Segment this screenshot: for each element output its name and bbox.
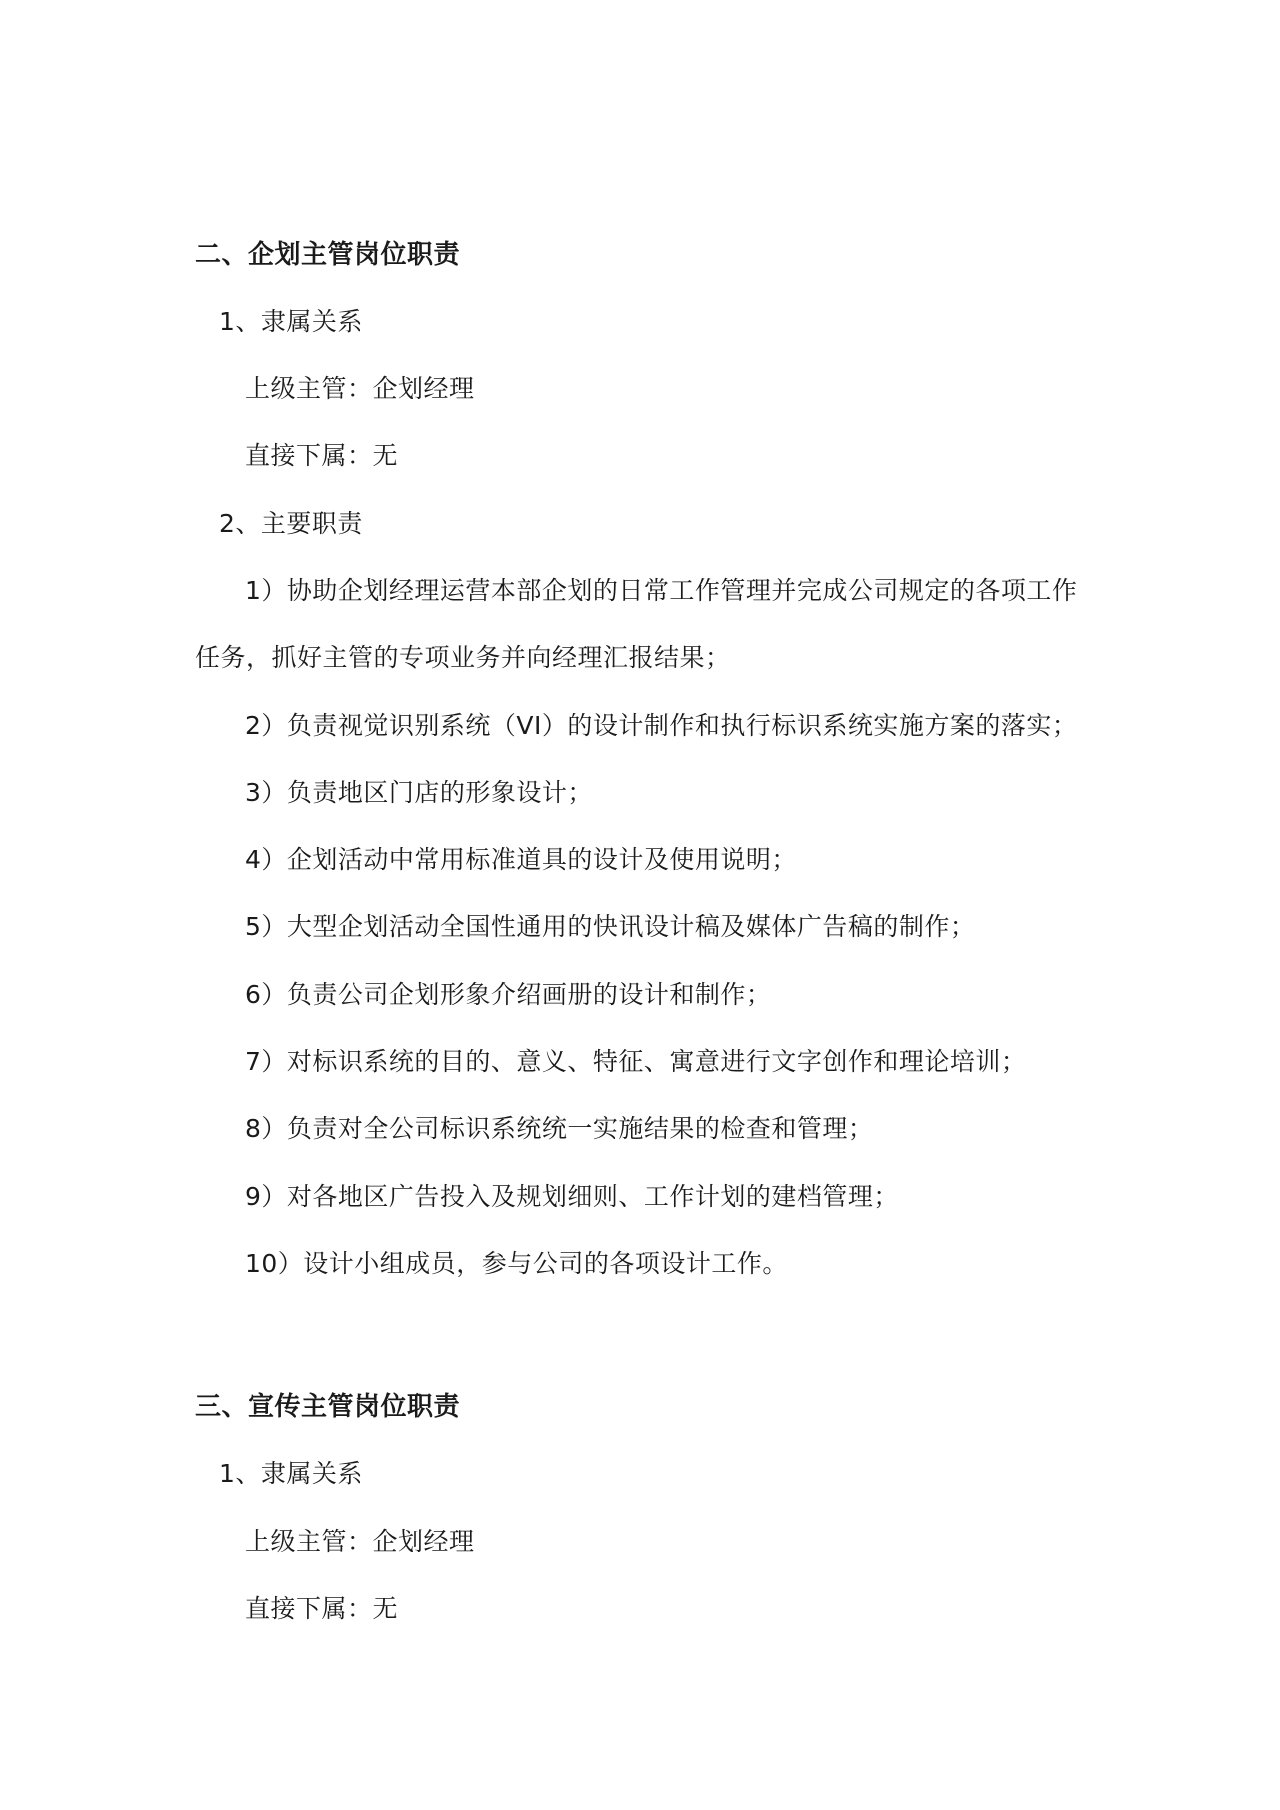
subordinate-line: 直接下属：无 xyxy=(245,1594,399,1623)
duty-item: 5）大型企划活动全国性通用的快讯设计稿及媒体广告稿的制作； xyxy=(245,912,976,941)
section-title: 三、宣传主管岗位职责 xyxy=(195,1392,461,1422)
duty-item: 4）企划活动中常用标准道具的设计及使用说明； xyxy=(245,845,797,874)
superior-line: 上级主管：企划经理 xyxy=(245,1527,475,1556)
duty-item: 3）负责地区门店的形象设计； xyxy=(245,778,593,807)
superior-line: 上级主管：企划经理 xyxy=(245,374,475,403)
duty-item: 6）负责公司企划形象介绍画册的设计和制作； xyxy=(245,980,772,1009)
subsection-heading: 2、主要职责 xyxy=(219,509,363,538)
duty-item: 2）负责视觉识别系统（VI）的设计制作和执行标识系统实施方案的落实； xyxy=(245,711,1078,740)
subordinate-line: 直接下属：无 xyxy=(245,441,399,470)
duty-item: 1）协助企划经理运营本部企划的日常工作管理并完成公司规定的各项工作 xyxy=(245,576,1078,605)
duty-item: 9）对各地区广告投入及规划细则、工作计划的建档管理； xyxy=(245,1182,899,1211)
duty-item-continuation: 任务，抓好主管的专项业务并向经理汇报结果； xyxy=(195,643,731,672)
duty-item: 10）设计小组成员，参与公司的各项设计工作。 xyxy=(245,1249,788,1278)
subsection-heading: 1、隶属关系 xyxy=(219,307,363,336)
section-title: 二、企划主管岗位职责 xyxy=(195,240,461,270)
subsection-heading: 1、隶属关系 xyxy=(219,1459,363,1488)
duty-item: 8）负责对全公司标识系统统一实施结果的检查和管理； xyxy=(245,1114,874,1143)
duty-item: 7）对标识系统的目的、意义、特征、寓意进行文字创作和理论培训； xyxy=(245,1047,1027,1076)
